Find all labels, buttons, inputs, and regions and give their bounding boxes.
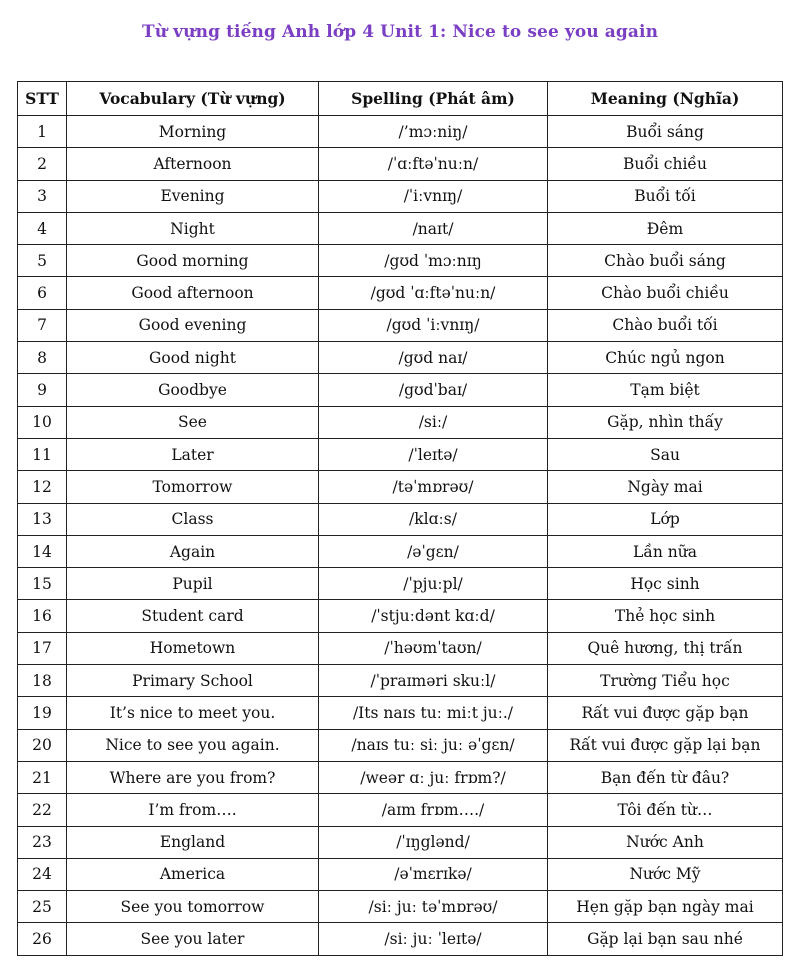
meaning: Rất vui được gặp bạn: [548, 697, 783, 729]
row-number: 25: [18, 891, 67, 923]
meaning: Bạn đến từ đâu?: [548, 761, 783, 793]
row-number: 6: [18, 277, 67, 309]
phonetic-spelling: /aɪm frɒm…./: [319, 794, 548, 826]
table-row: [18, 180, 783, 212]
vocabulary-word: England: [67, 826, 319, 858]
row-number: 20: [18, 729, 67, 761]
table-row: [18, 277, 783, 309]
phonetic-spelling: /təˈmɒrəʊ/: [319, 471, 548, 503]
table-row: [18, 826, 783, 858]
meaning: Thẻ học sinh: [548, 600, 783, 632]
row-number: 12: [18, 471, 67, 503]
vocabulary-word: Later: [67, 438, 319, 470]
meaning: Gặp, nhìn thấy: [548, 406, 783, 438]
row-number: 26: [18, 923, 67, 955]
phonetic-spelling: /siː/: [319, 406, 548, 438]
vocabulary-word: See you tomorrow: [67, 891, 319, 923]
phonetic-spelling: /naɪs tuː siː juː əˈgɛn/: [319, 729, 548, 761]
meaning: Buổi tối: [548, 180, 783, 212]
table-row: [18, 858, 783, 890]
phonetic-spelling: /ˈpraɪməri skuːl/: [319, 665, 548, 697]
table-row: [18, 568, 783, 600]
table-row: [18, 761, 783, 793]
table-row: [18, 342, 783, 374]
vocabulary-word: Night: [67, 212, 319, 244]
vocabulary-word: Student card: [67, 600, 319, 632]
table-row: [18, 535, 783, 567]
meaning: Học sinh: [548, 568, 783, 600]
row-number: 16: [18, 600, 67, 632]
row-number: 8: [18, 342, 67, 374]
phonetic-spelling: /ˈiːvnɪŋ/: [319, 180, 548, 212]
row-number: 14: [18, 535, 67, 567]
table-row: [18, 729, 783, 761]
phonetic-spelling: /gʊd ˈmɔːnɪŋ: [319, 245, 548, 277]
phonetic-spelling: /ˈstjuːdənt kɑːd/: [319, 600, 548, 632]
meaning: Trường Tiểu học: [548, 665, 783, 697]
vocabulary-table: [17, 81, 783, 956]
phonetic-spelling: /gʊd ˈɑːftəˈnuːn/: [319, 277, 548, 309]
phonetic-spelling: /siː juː ˈleɪtə/: [319, 923, 548, 955]
phonetic-spelling: /əˈmɛrɪkə/: [319, 858, 548, 890]
table-row: [18, 923, 783, 955]
table-body: [18, 116, 783, 956]
meaning: Gặp lại bạn sau nhé: [548, 923, 783, 955]
row-number: 2: [18, 148, 67, 180]
phonetic-spelling: /weər ɑː juː frɒm?/: [319, 761, 548, 793]
meaning: Nước Anh: [548, 826, 783, 858]
table-row: [18, 406, 783, 438]
row-number: 11: [18, 438, 67, 470]
header-meaning: Meaning (Nghĩa): [548, 82, 783, 116]
phonetic-spelling: /gʊdˈbaɪ/: [319, 374, 548, 406]
vocabulary-word: Hometown: [67, 632, 319, 664]
table-row: [18, 438, 783, 470]
header-vocabulary: Vocabulary (Từ vựng): [67, 82, 319, 116]
table-row: [18, 600, 783, 632]
row-number: 10: [18, 406, 67, 438]
table-row: [18, 148, 783, 180]
vocabulary-word: It’s nice to meet you.: [67, 697, 319, 729]
meaning: Lần nữa: [548, 535, 783, 567]
table-header-row: [18, 82, 783, 116]
row-number: 24: [18, 858, 67, 890]
table-row: [18, 794, 783, 826]
meaning: Quê hương, thị trấn: [548, 632, 783, 664]
table-row: [18, 212, 783, 244]
phonetic-spelling: /ˈɑːftəˈnuːn/: [319, 148, 548, 180]
row-number: 17: [18, 632, 67, 664]
document-title: Từ vựng tiếng Anh lớp 4 Unit 1: Nice to see you again: [141, 22, 659, 42]
row-number: 21: [18, 761, 67, 793]
table-row: [18, 503, 783, 535]
phonetic-spelling: /ˈleɪtə/: [319, 438, 548, 470]
vocabulary-word: America: [67, 858, 319, 890]
phonetic-spelling: /ˈɪŋglənd/: [319, 826, 548, 858]
row-number: 22: [18, 794, 67, 826]
vocabulary-word: Afternoon: [67, 148, 319, 180]
vocabulary-word: Primary School: [67, 665, 319, 697]
vocabulary-word: Evening: [67, 180, 319, 212]
phonetic-spelling: /’mɔːniŋ/: [319, 116, 548, 148]
phonetic-spelling: /ˈhəʊmˈtaʊn/: [319, 632, 548, 664]
meaning: Buổi sáng: [548, 116, 783, 148]
meaning: Chào buổi sáng: [548, 245, 783, 277]
meaning: Sau: [548, 438, 783, 470]
table-row: [18, 471, 783, 503]
meaning: Buổi chiều: [548, 148, 783, 180]
row-number: 15: [18, 568, 67, 600]
table-row: [18, 116, 783, 148]
table-row: [18, 665, 783, 697]
vocabulary-word: See: [67, 406, 319, 438]
row-number: 3: [18, 180, 67, 212]
table-row: [18, 697, 783, 729]
phonetic-spelling: /ˈpjuːpl/: [319, 568, 548, 600]
vocabulary-word: Nice to see you again.: [67, 729, 319, 761]
vocabulary-word: Class: [67, 503, 319, 535]
meaning: Rất vui được gặp lại bạn: [548, 729, 783, 761]
row-number: 4: [18, 212, 67, 244]
meaning: Chào buổi chiều: [548, 277, 783, 309]
meaning: Đêm: [548, 212, 783, 244]
meaning: Ngày mai: [548, 471, 783, 503]
meaning: Chúc ngủ ngon: [548, 342, 783, 374]
row-number: 1: [18, 116, 67, 148]
meaning: Hẹn gặp bạn ngày mai: [548, 891, 783, 923]
row-number: 7: [18, 309, 67, 341]
vocabulary-word: Goodbye: [67, 374, 319, 406]
row-number: 18: [18, 665, 67, 697]
vocabulary-word: Tomorrow: [67, 471, 319, 503]
phonetic-spelling: /gʊd naɪ/: [319, 342, 548, 374]
row-number: 9: [18, 374, 67, 406]
meaning: Nước Mỹ: [548, 858, 783, 890]
header-spelling: Spelling (Phát âm): [319, 82, 548, 116]
table-row: [18, 245, 783, 277]
vocabulary-word: Morning: [67, 116, 319, 148]
phonetic-spelling: /naɪt/: [319, 212, 548, 244]
phonetic-spelling: /klɑːs/: [319, 503, 548, 535]
table-row: [18, 309, 783, 341]
header-stt: STT: [18, 82, 67, 116]
row-number: 23: [18, 826, 67, 858]
vocabulary-word: Good evening: [67, 309, 319, 341]
phonetic-spelling: /əˈgɛn/: [319, 535, 548, 567]
meaning: Lớp: [548, 503, 783, 535]
vocabulary-word: See you later: [67, 923, 319, 955]
row-number: 13: [18, 503, 67, 535]
vocabulary-word: Good afternoon: [67, 277, 319, 309]
row-number: 5: [18, 245, 67, 277]
phonetic-spelling: /Its naɪs tuː miːt juː./: [319, 697, 548, 729]
meaning: Chào buổi tối: [548, 309, 783, 341]
vocabulary-word: Again: [67, 535, 319, 567]
vocabulary-word: I’m from….: [67, 794, 319, 826]
vocabulary-word: Pupil: [67, 568, 319, 600]
meaning: Tôi đến từ…: [548, 794, 783, 826]
row-number: 19: [18, 697, 67, 729]
vocabulary-word: Good night: [67, 342, 319, 374]
vocabulary-word: Good morning: [67, 245, 319, 277]
table-row: [18, 891, 783, 923]
meaning: Tạm biệt: [548, 374, 783, 406]
phonetic-spelling: /gʊd ˈiːvnɪŋ/: [319, 309, 548, 341]
table-row: [18, 632, 783, 664]
vocabulary-word: Where are you from?: [67, 761, 319, 793]
table-row: [18, 374, 783, 406]
phonetic-spelling: /siː juː təˈmɒrəʊ/: [319, 891, 548, 923]
